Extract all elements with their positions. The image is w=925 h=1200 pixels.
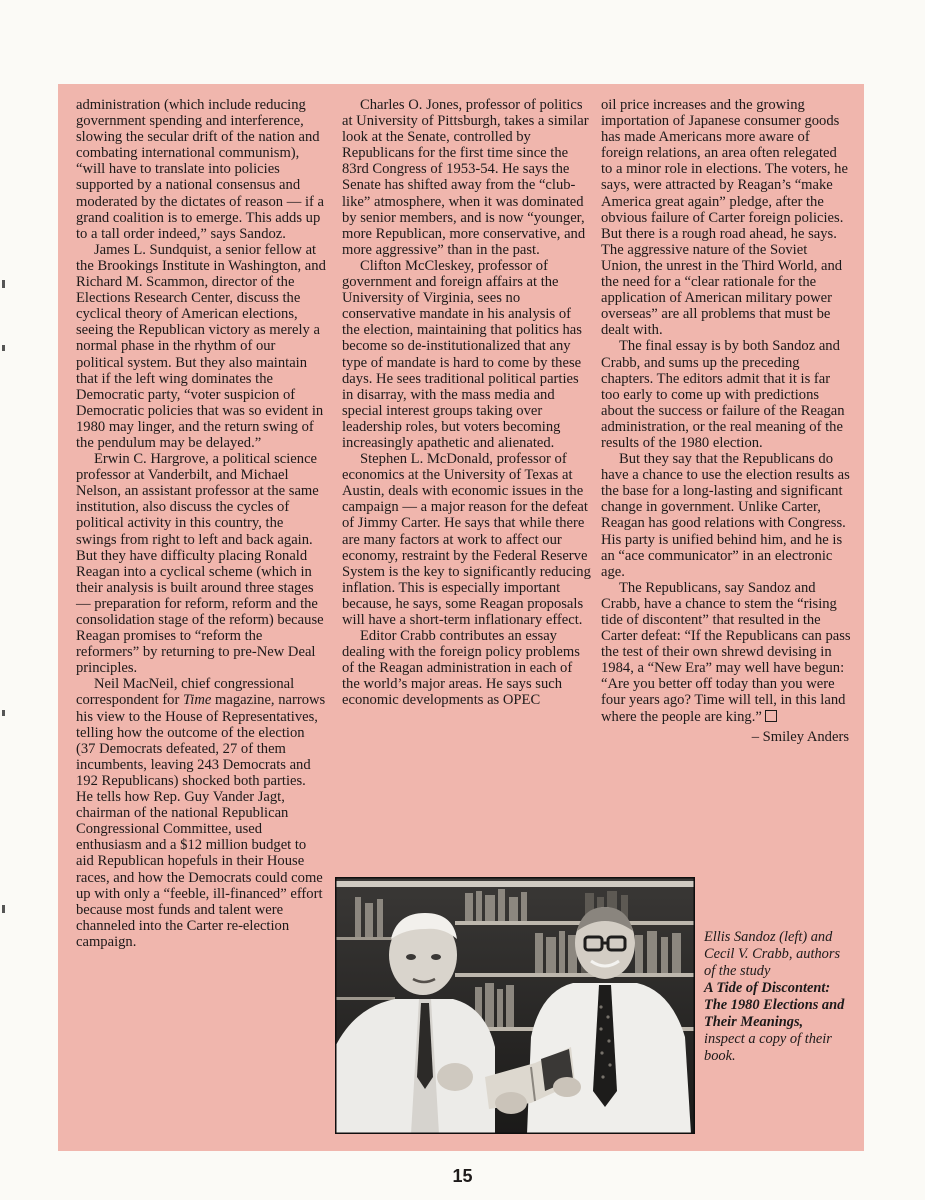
paragraph: The final essay is by both Sandoz and Crabb, and sums up the preceding chapters. The editors admit that it is far too early to come up with predictions about the success or failure of the Reagan administration, or the real meaning of the results of the 1980 election. [601, 338, 845, 451]
magazine-name: Time [182, 692, 212, 709]
paragraph: administration (which include reducing government spending and interference, slowing the secular drift of the nation and combating international communism), “will have to translate into policies supported by a national consensus and moderated by the dictates of reason — if a grand coalition is to emerge. This adds up to a tall order indeed,” says Sandoz. [76, 97, 325, 242]
scan-edge-mark [2, 345, 5, 351]
scan-edge-mark [2, 710, 5, 716]
paragraph: Erwin C. Hargrove, a political science professor at Vanderbilt, and Michael Nelson, an assistant professor at the same institution, also discuss the cycles of political activity in this country, the swings from right to left and back again. But they have difficulty placing Ronald Reagan into a cyclical scheme (which in their analysis is built around three stages — preparation for reform, reform and the consolidation stage of the reform) because Reagan promises to “reform the reformers” by returning to pre-New Deal principles. [76, 451, 324, 677]
caption-text: inspect a copy of their book. [704, 1031, 832, 1064]
paragraph [76, 676, 326, 950]
paragraph: Editor Crabb contributes an essay dealing with the foreign policy problems of the Reagan administration in each of the world’s major areas. He says such economic developments as OPEC [342, 628, 580, 709]
authors-photo-illustration [335, 877, 695, 1134]
page-number: 15 [452, 1166, 473, 1186]
photo-caption [704, 929, 854, 1065]
byline: – Smiley Anders [751, 728, 849, 745]
paragraph-text: Neil MacNeil, chief congressional correspondent for [76, 676, 295, 709]
paragraph [601, 580, 851, 725]
scan-edge-mark [2, 905, 5, 913]
paragraph-text: The Republicans, say Sandoz and Crabb, have a chance to stem the “rising tide of discontent” that resulted in the Carter defeat: “If the Republicans can pass the test of their own shrewd devising in 1984, a “New Era” may well have begun: “Are you better off today than you were four years ago? Time will tell, in this land where the people are king.” [601, 579, 851, 725]
caption-text: Ellis Sandoz (left) and Cecil V. Crabb, authors of the study [704, 929, 841, 979]
paragraph: But they say that the Republicans do have a chance to use the election results as the base for a long-lasting and significant change in government. Unlike Carter, Reagan has good relations with Congress. His party is unified behind him, and he is an “ace communicator” in an electronic age. [601, 451, 850, 580]
article-column-2 [342, 97, 592, 709]
paragraph-text: magazine, narrows his view to the House of Representatives, telling how the outcome of the election (37 Democrats defeated, 27 of them incumbents, leaving 243 Democrats and 192 Republicans) shocked both parties. He tells how Rep. Guy Vander Jagt, chairman of the national Republican Congressional Committee, used enthusiasm and a $12 million budget to aid Republican hopefuls in their House races, and how the Democrats could come up with only a “feeble, ill-financed” effort because most funds and talent were channeled into the Carter re-election campaign. [76, 692, 326, 950]
end-mark-icon [765, 710, 777, 722]
article-column-3 [601, 97, 851, 745]
paragraph: Clifton McCleskey, professor of government and foreign affairs at the University of Virginia, sees no conservative mandate in his analysis of the election, maintaining that politics has become so de-institutionalized that any type of mandate is hard to come by these days. He sees traditional political parties in disarray, with the mass media and special interest groups taking over leadership roles, but voters becoming increasingly apathetic and alienated. [342, 257, 582, 451]
paragraph: Charles O. Jones, professor of politics at University of Pittsburgh, takes a similar look at the Senate, controlled by Republicans for the first time since the 83rd Congress of 1953-54. He says the Senate has shifted away from the “club-like” atmosphere, when it was dominated by senior members, and is now “younger, more Republican, more conservative, and more aggressive” than in the past. [342, 97, 589, 258]
paragraph: James L. Sundquist, a senior fellow at the Brookings Institute in Washington, and Richard M. Scammon, director of the Elections Research Center, discuss the cyclical theory of American elections, seeing the Republican victory as merely a normal phase in the rhythm of our political system. But they also maintain that if the left wing dominates the Democratic party, “voter suspicion of Democratic policies that was so evident in 1980 may linger, and the return swing of the pendulum may be delayed.” [76, 241, 326, 451]
book-title: A Tide of Discontent: The 1980 Elections and Their Meanings, [704, 980, 845, 1030]
scan-edge-mark [2, 280, 5, 288]
article-column-1 [76, 97, 326, 950]
paragraph: Stephen L. McDonald, professor of economics at the University of Texas at Austin, deals with economic issues in the campaign — a major reason for the defeat of Jimmy Carter. He says that while there are many factors at work to affect our economy, restraint by the Federal Reserve System is the key to significantly reducing inflation. This is especially important because, he says, some Reagan proposals will have a short-term inflationary effect. [342, 451, 591, 628]
authors-photo [335, 877, 695, 1134]
paragraph: oil price increases and the growing importation of Japanese consumer goods has made Americans more aware of foreign relations, an area often relegated to a minor role in elections. The voters, he says, were attracted by Reagan’s “make America great again” pledge, after the obvious failure of Carter foreign policies. But there is a rough road ahead, he says. The aggressive nature of the Soviet Union, the unrest in the Third World, and the need for a “clear rationale for the application of American military power overseas” are all problems that must be dealt with. [601, 97, 848, 339]
